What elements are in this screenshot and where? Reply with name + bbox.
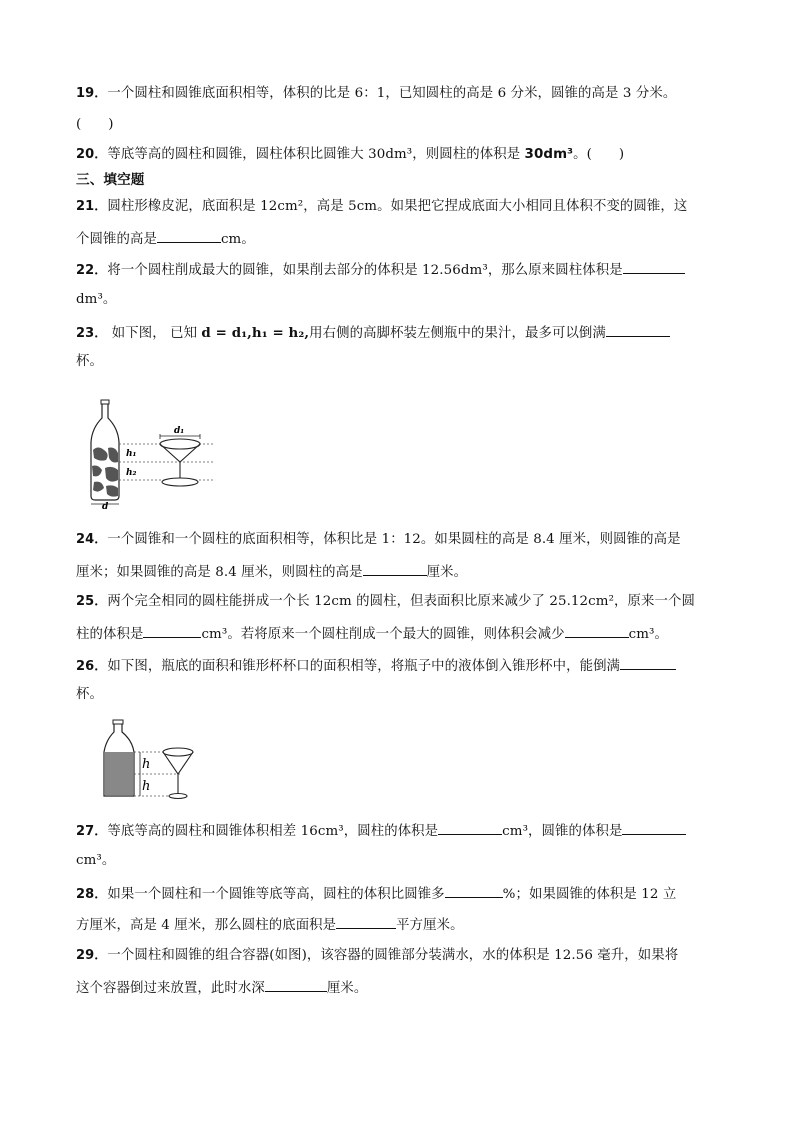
- question-number: 19．: [76, 86, 108, 101]
- question-text: 柱的体积是: [76, 627, 144, 642]
- question-text: 个圆锥的高是: [76, 232, 157, 247]
- question-text: cm³。: [628, 627, 668, 642]
- question-22-line-2: [76, 290, 116, 310]
- answer-blank[interactable]: [363, 561, 427, 576]
- question-number: 27．: [76, 824, 108, 839]
- question-23-line-2: [76, 352, 103, 372]
- question-number: 20．: [76, 147, 108, 162]
- answer-blank[interactable]: [265, 977, 327, 992]
- question-text: 杯。: [76, 354, 103, 369]
- question-24-line-2: [76, 561, 467, 583]
- question-text: cm³。: [76, 853, 116, 868]
- question-26-line-2: [76, 685, 103, 705]
- label-h1: h₁: [126, 449, 137, 459]
- question-text: 如下图，瓶底的面积和锥形杯杯口的面积相等，将瓶子中的液体倒入锥形杯中，能倒满: [107, 659, 621, 674]
- question-text-end: 。( ): [573, 147, 625, 162]
- answer-paren: ( ): [76, 117, 114, 132]
- question-24: [76, 530, 681, 550]
- question-number: 24．: [76, 532, 108, 547]
- question-text: 厘米。: [426, 565, 468, 580]
- question-number: 23．: [76, 326, 108, 341]
- question-19: [76, 84, 676, 104]
- math-expression: d = d₁,h₁ = h₂,: [201, 325, 310, 341]
- question-number: 28．: [76, 887, 108, 902]
- goblet-rim: [160, 439, 200, 449]
- cup-rim: [163, 748, 193, 756]
- question-text: 一个圆柱和圆锥底面积相等，体积的比是 6：1，已知圆柱的高是 6 分米，圆锥的高是 3 分米。: [107, 86, 677, 101]
- bottle-cap: [101, 400, 109, 404]
- question-text: cm³，圆锥的体积是: [502, 824, 623, 839]
- label-d1: d₁: [174, 426, 185, 436]
- question-text: 一个圆锥和一个圆柱的底面积相等，体积比是 1：12。如果圆柱的高是 8.4 厘米，则圆锥的高是: [107, 532, 681, 547]
- question-27-line-2: [76, 851, 115, 871]
- question-25: [76, 592, 695, 612]
- question-text: 将一个圆柱削成最大的圆锥，如果削去部分的体积是 12.56dm³，那么原来圆柱体积是: [107, 263, 623, 278]
- section-title: 三、填空题: [76, 172, 145, 188]
- question-26: [76, 655, 676, 677]
- question-number: 25．: [76, 594, 108, 609]
- question-text: dm³。: [76, 292, 117, 307]
- question-21-line-2: [76, 228, 255, 250]
- question-text: %；如果圆锥的体积是 12 立: [502, 887, 677, 902]
- question-28-line-2: [76, 914, 464, 936]
- question-text: 杯。: [76, 687, 103, 702]
- question-text: 用右侧的高脚杯装左侧瓶中的果汁，最多可以倒满: [309, 326, 606, 341]
- question-text: 平方厘米。: [396, 918, 464, 933]
- question-20: [76, 145, 624, 165]
- answer-blank[interactable]: [606, 322, 670, 337]
- question-text: cm³。若将原来一个圆柱削成一个最大的圆锥，则体积会减少: [201, 627, 565, 642]
- bottle-liquid: [105, 752, 133, 795]
- label-h-top: h: [142, 757, 151, 772]
- question-text: 如下图， 已知: [107, 326, 202, 341]
- question-text: 厘米；如果圆锥的高是 8.4 厘米，则圆柱的高是: [76, 565, 363, 580]
- answer-blank[interactable]: [157, 228, 221, 243]
- question-29-line-2: [76, 977, 367, 999]
- answer-blank[interactable]: [438, 820, 502, 835]
- answer-blank[interactable]: [565, 623, 629, 638]
- question-text: cm。: [220, 232, 255, 247]
- question-text: 厘米。: [326, 981, 368, 996]
- question-text: 一个圆柱和圆锥的组合容器(如图)，该容器的圆锥部分装满水，水的体积是 12.56 毫升，如果将: [107, 948, 679, 963]
- answer-blank[interactable]: [445, 883, 503, 898]
- question-21: [76, 197, 687, 217]
- question-28: [76, 883, 676, 905]
- bottle-and-cone-cup-figure: [100, 718, 226, 802]
- label-h2: h₂: [126, 468, 137, 478]
- label-h-bottom: h: [142, 779, 151, 794]
- question-text: 等底等高的圆柱和圆锥，圆柱体积比圆锥大 30dm³，则圆柱的体积是: [107, 147, 525, 162]
- answer-blank[interactable]: [620, 655, 676, 670]
- label-d: d: [102, 502, 109, 510]
- goblet-base: [162, 478, 198, 486]
- question-number: 26．: [76, 659, 108, 674]
- cup-base: [169, 794, 187, 799]
- bottle-and-goblet-figure: [88, 398, 220, 510]
- question-text: 这个容器倒过来放置，此时水深: [76, 981, 265, 996]
- question-19-answer-paren: [76, 115, 114, 135]
- question-29: [76, 946, 678, 966]
- question-27: [76, 820, 686, 842]
- question-25-line-2: [76, 623, 668, 645]
- question-text: 圆柱形橡皮泥，底面积是 12cm²，高是 5cm。如果把它捏成底面大小相同且体积不变的圆锥，这: [107, 199, 688, 214]
- answer-blank[interactable]: [143, 623, 201, 638]
- answer-blank[interactable]: [623, 259, 685, 274]
- question-text: 两个完全相同的圆柱能拼成一个长 12cm 的圆柱，但表面积比原来减少了 25.12cm²，原来一个圆: [107, 594, 695, 609]
- question-number: 22．: [76, 263, 108, 278]
- question-text: 方厘米，高是 4 厘米，那么圆柱的底面积是: [76, 918, 337, 933]
- question-text: 如果一个圆柱和一个圆锥等底等高，圆柱的体积比圆锥多: [107, 887, 445, 902]
- answer-blank[interactable]: [336, 914, 396, 929]
- answer-blank[interactable]: [622, 820, 686, 835]
- question-23: [76, 322, 670, 344]
- question-text: 等底等高的圆柱和圆锥体积相差 16cm³，圆柱的体积是: [107, 824, 439, 839]
- question-number: 21．: [76, 199, 108, 214]
- question-22: [76, 259, 685, 281]
- question-number: 29．: [76, 948, 108, 963]
- question-value: 30dm³: [524, 147, 574, 162]
